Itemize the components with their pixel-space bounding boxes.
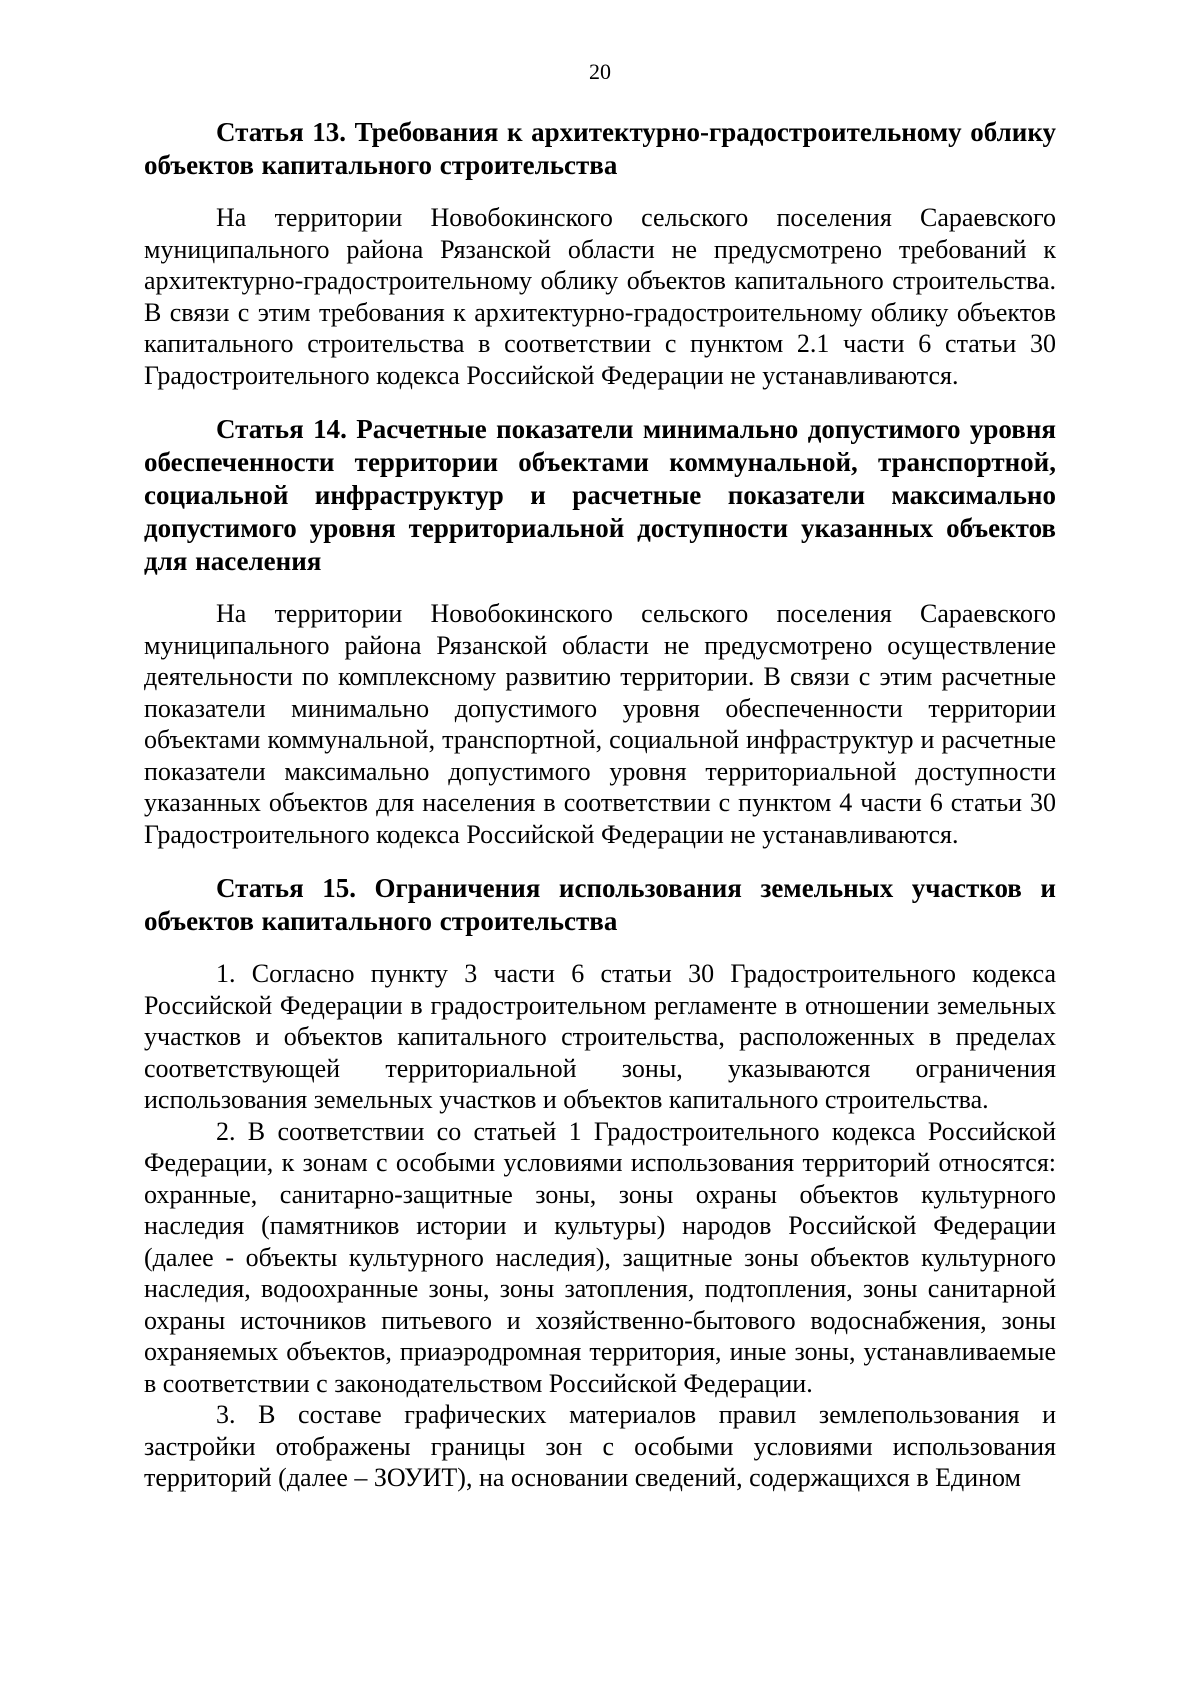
article-14 xyxy=(144,413,1056,850)
article-15-heading: Статья 15. Ограничения использования земельных участков и объектов капитального строительства xyxy=(144,873,1056,936)
article-13-paragraph: На территории Новобокинского сельского поселения Сараевского муниципального района Рязанской области не предусмотрено требований к архитектурно-градостроительному облику объектов капитального строительства. В связи с этим требования к архитектурно-градостроительному облику объектов капитального строительства в соответствии с пунктом 2.1 части 6 статьи 30 Градостроительного кодекса Российской Федерации не устанавливаются. xyxy=(144,203,1056,390)
document-body xyxy=(144,116,1056,1494)
article-15-paragraph-1: 1. Согласно пункту 3 части 6 статьи 30 Градостроительного кодекса Российской Федерации в градостроительном регламенте в отношении земельных участков и объектов капитального строительства, расположенных в пределах соответствующей территориальной зоны, указываются ограничения использования земельных участков и объектов капитального строительства. xyxy=(144,959,1056,1114)
article-15-paragraph-2: 2. В соответствии со статьей 1 Градостроительного кодекса Российской Федерации, к зонам с особыми условиями использования территорий относятся: охранные, санитарно-защитные зоны, зоны охраны объектов культурного наследия (памятников истории и культуры) народов Российской Федерации (далее - объекты культурного наследия), защитные зоны объектов культурного наследия, водоохранные зоны, зоны затопления, подтопления, зоны санитарной охраны источников питьевого и хозяйственно-бытового водоснабжения, зоны охраняемых объектов, приаэродромная территория, иные зоны, устанавливаемые в соответствии с законодательством Российской Федерации. xyxy=(144,1116,1056,1398)
article-15 xyxy=(144,872,1056,1494)
article-14-heading: Статья 14. Расчетные показатели минимально допустимого уровня обеспеченности территории объектами коммунальной, транспортной, социальной инфраструктур и расчетные показатели максимально допустимого уровня территориальной доступности указанных объектов для населения xyxy=(144,414,1056,576)
article-14-paragraph: На территории Новобокинского сельского поселения Сараевского муниципального района Рязанской области не предусмотрено осуществление деятельности по комплексному развитию территории. В связи с этим расчетные показатели минимально допустимого уровня обеспеченности территории объектами коммунальной, транспортной, социальной инфраструктур и расчетные показатели максимально допустимого уровня территориальной доступности указанных объектов для населения в соответствии с пунктом 4 части 6 статьи 30 Градостроительного кодекса Российской Федерации не устанавливаются. xyxy=(144,599,1056,849)
article-15-paragraph-3: 3. В составе графических материалов правил землепользования и застройки отображены границы зон с особыми условиями использования территорий (далее – ЗОУИТ), на основании сведений, содержащихся в Едином xyxy=(144,1400,1056,1492)
page-number: 20 xyxy=(589,59,611,84)
article-13 xyxy=(144,116,1056,391)
article-13-heading: Статья 13. Требования к архитектурно-градостроительному облику объектов капитального строительства xyxy=(144,117,1056,180)
